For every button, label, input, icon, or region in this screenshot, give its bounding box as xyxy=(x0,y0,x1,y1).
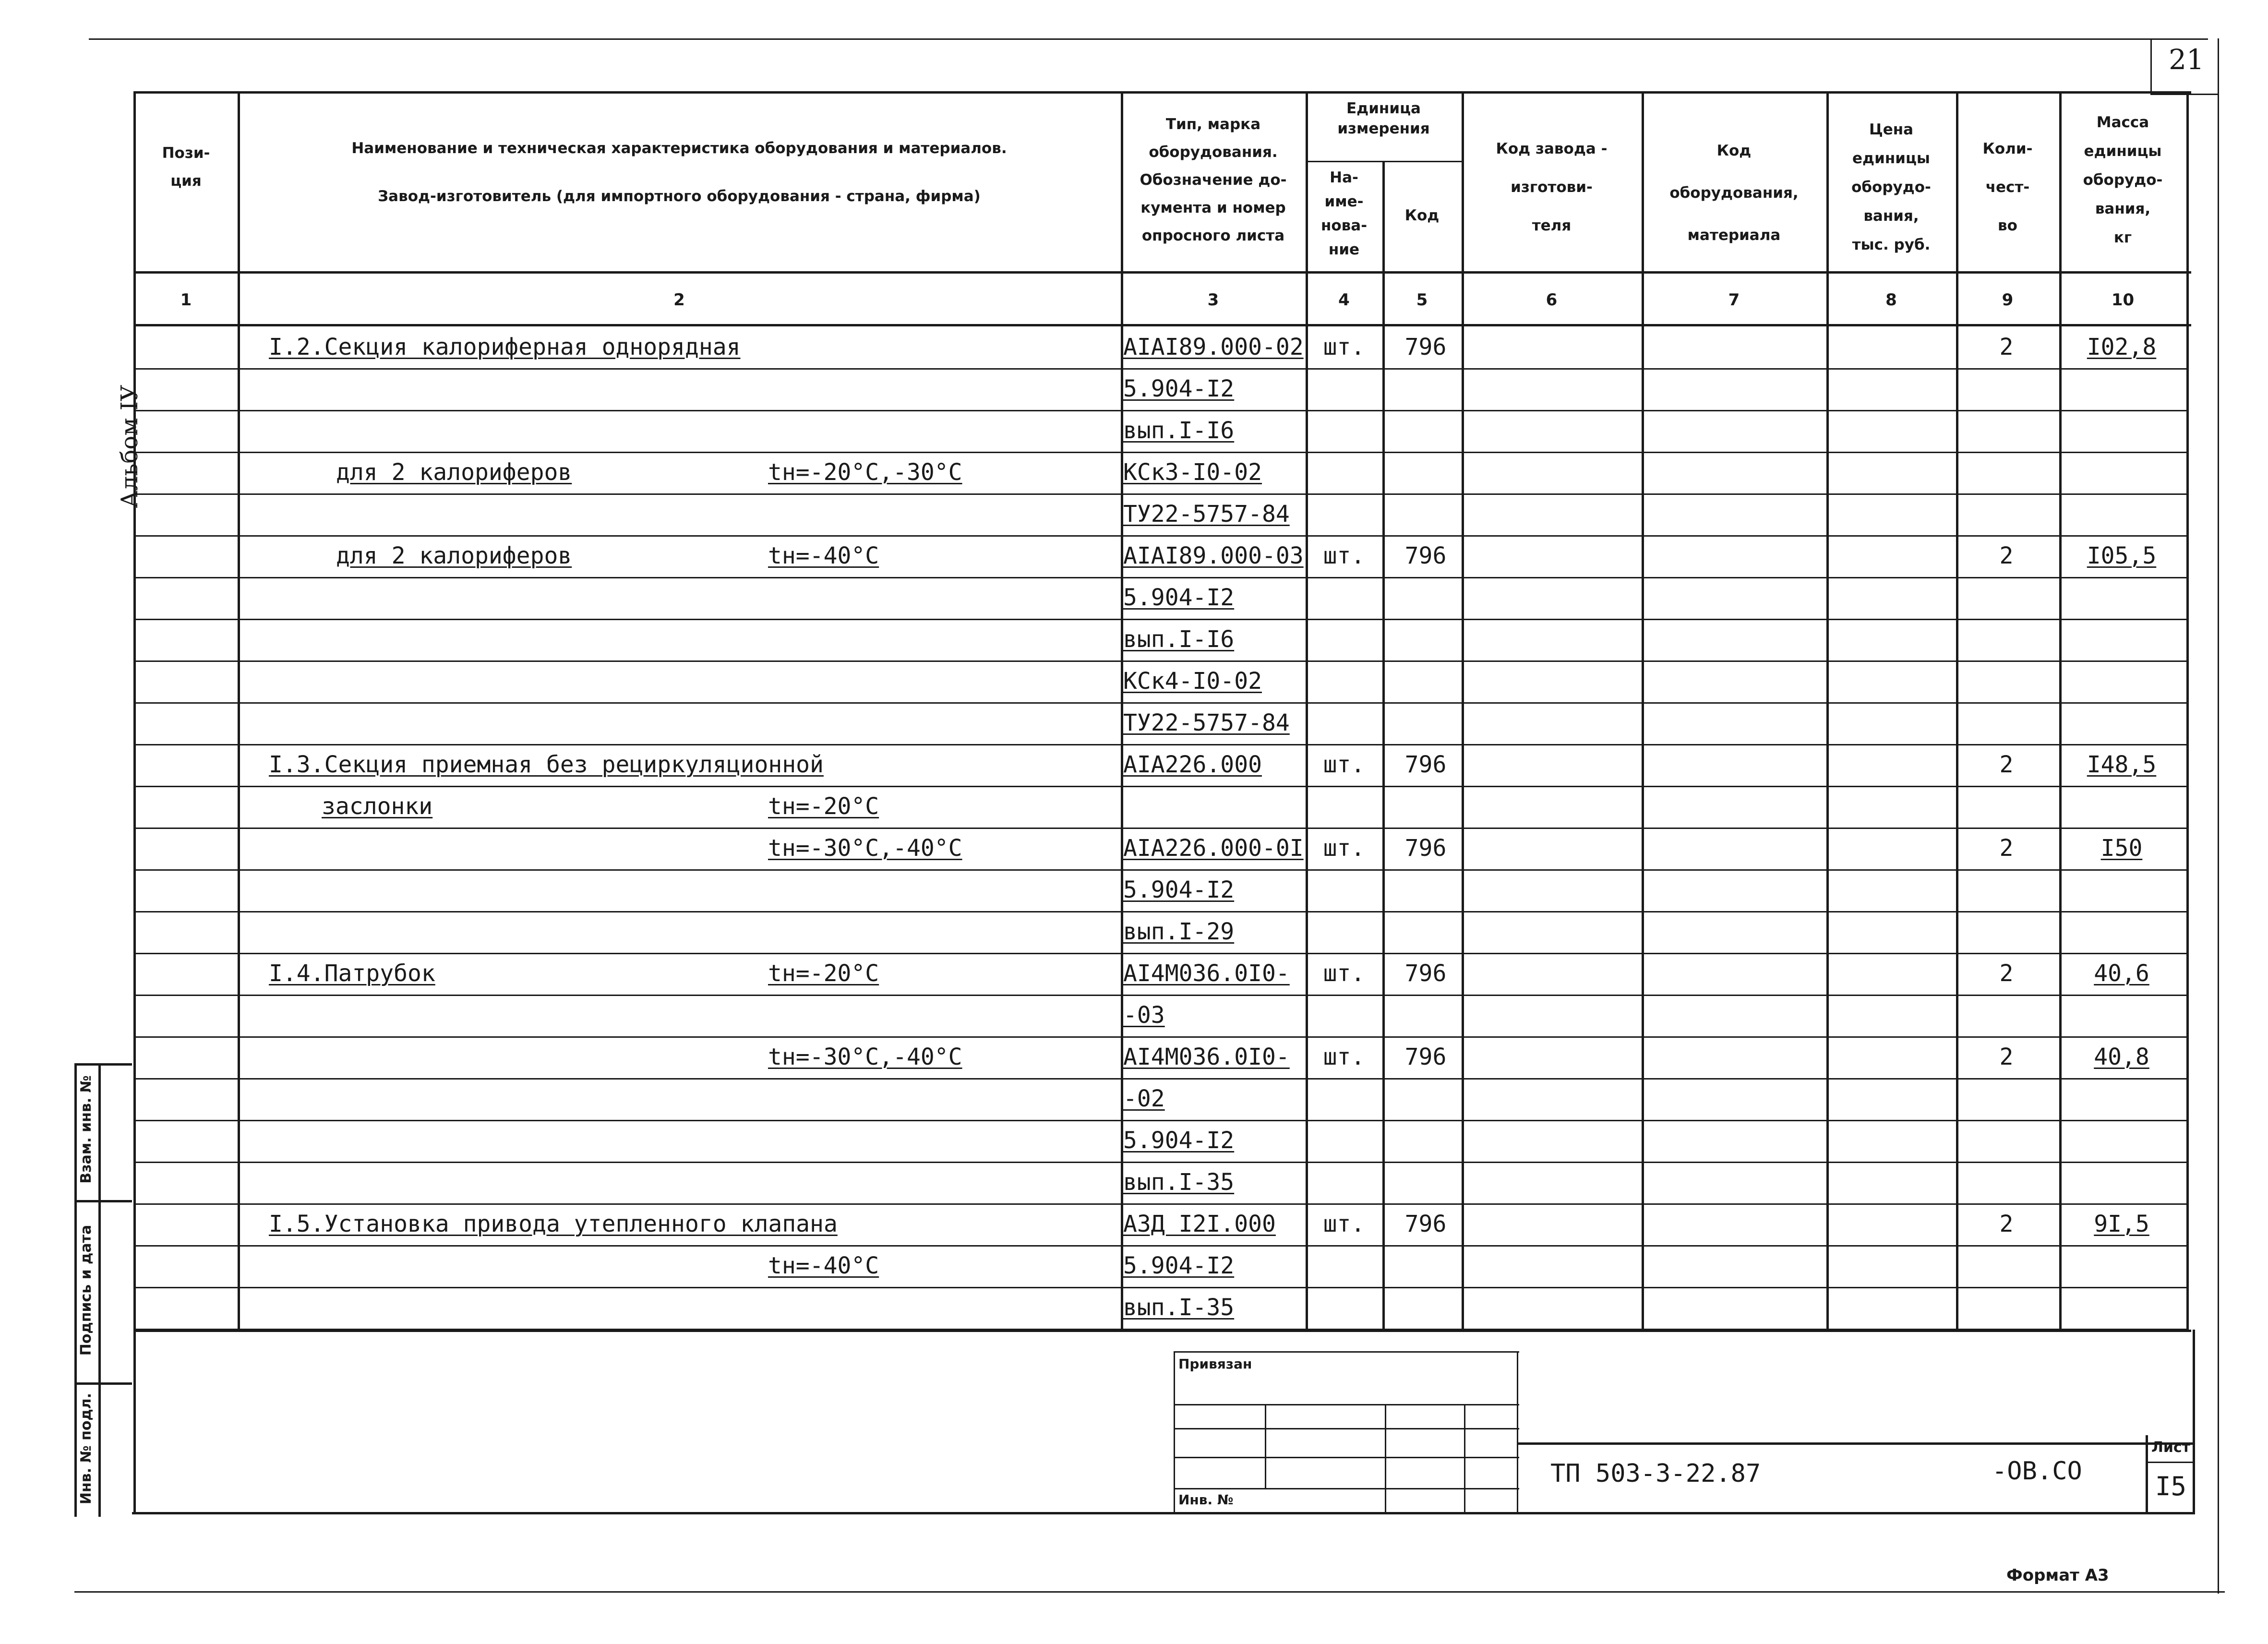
row-mass: I05,5 xyxy=(2087,542,2157,569)
col-number: 7 xyxy=(1728,290,1740,310)
row-code: 796 xyxy=(1404,334,1447,360)
row-unit: шт. xyxy=(1323,960,1365,987)
header-quantity: Коли- чест- во xyxy=(1982,140,2033,234)
tb-v1 xyxy=(1174,1351,1175,1514)
col-number: 4 xyxy=(1338,290,1350,310)
row-temp: tн=-20°С,-30°С xyxy=(768,459,962,486)
bottom-border xyxy=(74,1591,2225,1593)
tb-v5 xyxy=(1517,1351,1518,1514)
row-name: для 2 калориферов xyxy=(336,459,572,486)
row-type: -03 xyxy=(1123,1002,1165,1029)
tb-v2 xyxy=(1265,1404,1266,1488)
corner-box-bottom xyxy=(2150,94,2218,95)
row-qty: 2 xyxy=(1999,751,2014,778)
row-type: вып.I-I6 xyxy=(1123,417,1235,444)
row-mass: I48,5 xyxy=(2087,751,2157,778)
col-edge-4 xyxy=(1382,161,1385,1332)
row-type: AIAI89.000-02 xyxy=(1123,334,1304,360)
row-type: 5.904-I2 xyxy=(1123,1127,1235,1154)
stamp-podpis-data: Подпись и дата xyxy=(78,1224,95,1356)
row-type: АЗД I2I.000 xyxy=(1123,1211,1276,1237)
header-unit-code: Код xyxy=(1404,207,1440,224)
row-qty: 2 xyxy=(1999,334,2014,360)
row-temp: tн=-30°С,-40°С xyxy=(768,835,962,862)
tb-line-d xyxy=(1174,1488,1519,1489)
row-type: AIA226.000-0I xyxy=(1123,835,1304,862)
top-border xyxy=(89,38,2208,40)
col-number: 1 xyxy=(180,290,192,310)
tb-top xyxy=(1174,1351,1519,1353)
header-type: Тип, марка оборудования. Обозначение до- кумента и номер опросного листа xyxy=(1140,116,1287,244)
row-mass: I02,8 xyxy=(2087,334,2157,360)
row-type: 5.904-I2 xyxy=(1123,876,1235,903)
stamp-line-1 xyxy=(74,1200,132,1202)
row-unit: шт. xyxy=(1323,334,1365,360)
stamp-mid-line xyxy=(98,1063,101,1517)
table-top xyxy=(134,91,2191,94)
tb-line-b xyxy=(1174,1428,1519,1429)
row-qty: 2 xyxy=(1999,960,2014,987)
row-separator xyxy=(134,1329,2189,1330)
document-code: ТП 503-3-22.87 xyxy=(1550,1459,1761,1488)
row-type: 5.904-I2 xyxy=(1123,1252,1235,1279)
row-qty: 2 xyxy=(1999,835,2014,862)
row-mass: 40,6 xyxy=(2094,960,2149,987)
header-plant-code: Код завода - изготови- теля xyxy=(1496,140,1608,234)
stamp-inv-podl: Инв. № подл. xyxy=(78,1392,95,1505)
row-type: AI4M036.0I0- xyxy=(1123,1044,1290,1070)
header-name-line1: Наименование и техническая характеристика оборудования и материалов. xyxy=(351,140,1007,157)
row-unit: шт. xyxy=(1323,835,1365,862)
row-type: КСк3-I0-02 xyxy=(1123,459,1262,486)
row-code: 796 xyxy=(1404,751,1447,778)
row-unit: шт. xyxy=(1323,751,1365,778)
row-separator xyxy=(134,786,2189,787)
row-type: вып.I-35 xyxy=(1123,1169,1235,1196)
row-qty: 2 xyxy=(1999,1044,2014,1070)
header-position: Пози- ция xyxy=(162,144,210,190)
format-label: Формат А3 xyxy=(2006,1566,2109,1585)
row-type: вып.I-35 xyxy=(1123,1294,1235,1321)
sheet-label: Лист xyxy=(2151,1439,2191,1456)
col-number: 5 xyxy=(1416,290,1428,310)
corner-box-left xyxy=(2150,38,2152,94)
header-mass: Масса единицы оборудо- вания, кг xyxy=(2083,114,2163,246)
row-type: 5.904-I2 xyxy=(1123,375,1235,402)
unit-group-divider xyxy=(1306,161,1462,162)
row-code: 796 xyxy=(1404,1211,1447,1237)
row-code: 796 xyxy=(1404,542,1447,569)
row-mass: I50 xyxy=(2100,835,2143,862)
row-unit: шт. xyxy=(1323,1211,1365,1237)
tb-sheet-box-mid xyxy=(2146,1462,2194,1463)
row-name: I.4.Патрубок xyxy=(269,960,435,987)
row-temp: tн=-20°С xyxy=(768,793,879,820)
row-type: AIA226.000 xyxy=(1123,751,1262,778)
col-number: 3 xyxy=(1207,290,1219,310)
sheet-number: I5 xyxy=(2155,1471,2187,1501)
row-name: I.2.Секция калориферная однорядная xyxy=(269,334,741,360)
col-number: 6 xyxy=(1546,290,1558,310)
row-type: AI4M036.0I0- xyxy=(1123,960,1290,987)
sheet-corner-number: 21 xyxy=(2169,43,2204,76)
tb-v3 xyxy=(1385,1404,1386,1514)
row-type: вып.I-I6 xyxy=(1123,626,1235,653)
row-type: ТУ22-5757-84 xyxy=(1123,501,1290,528)
row-type: 5.904-I2 xyxy=(1123,584,1235,611)
row-type: КСк4-I0-02 xyxy=(1123,668,1262,695)
row-qty: 2 xyxy=(1999,542,2014,569)
row-temp: tн=-20°С xyxy=(768,960,879,987)
row-name: заслонки xyxy=(322,793,433,820)
tb-v4 xyxy=(1464,1404,1465,1514)
album-label: Альбом IУ xyxy=(116,384,143,508)
tb-main-top xyxy=(1517,1442,2194,1445)
row-unit: шт. xyxy=(1323,542,1365,569)
col-number: 10 xyxy=(2111,290,2135,310)
header-unit-group: Единица измерения xyxy=(1337,100,1430,137)
header-name-line2: Завод-изготовитель (для импортного оборудования - страна, фирма) xyxy=(378,188,981,205)
privyazan-label: Привязан xyxy=(1178,1356,1252,1372)
row-type: вып.I-29 xyxy=(1123,918,1235,945)
header-equipment-code: Код оборудования, материала xyxy=(1669,142,1799,244)
document-suffix: -ОВ.СО xyxy=(1992,1457,2082,1486)
col-number: 8 xyxy=(1885,290,1897,310)
row-name: I.5.Установка привода утепленного клапана xyxy=(269,1211,838,1237)
header-unit-name: На- име- нова- ние xyxy=(1320,169,1368,258)
row-mass: 9I,5 xyxy=(2094,1211,2149,1237)
tb-line-c xyxy=(1174,1457,1519,1458)
row-type: -02 xyxy=(1123,1085,1165,1112)
row-name: I.3.Секция приемная без рециркуляционной xyxy=(269,751,824,778)
tb-line-a xyxy=(1174,1404,1519,1405)
row-unit: шт. xyxy=(1323,1044,1365,1070)
row-temp: tн=-30°С,-40°С xyxy=(768,1044,962,1070)
row-mass: 40,8 xyxy=(2094,1044,2149,1070)
col-number: 9 xyxy=(2002,290,2014,310)
row-code: 796 xyxy=(1404,960,1447,987)
row-name: для 2 калориферов xyxy=(336,542,572,569)
col-number: 2 xyxy=(673,290,685,310)
row-type: AIAI89.000-03 xyxy=(1123,542,1304,569)
frame-bottom xyxy=(132,1512,2194,1514)
stamp-vzam-inv: Взам. инв. № xyxy=(78,1075,95,1184)
header-price: Цена единицы оборудо- вания, тыс. руб. xyxy=(1851,121,1931,253)
row-temp: tн=-40°С xyxy=(768,542,879,569)
inv-no-label: Инв. № xyxy=(1178,1492,1234,1508)
row-temp: tн=-40°С xyxy=(768,1252,879,1279)
row-qty: 2 xyxy=(1999,1211,2014,1237)
right-border xyxy=(2218,38,2219,1594)
col-edge-10 xyxy=(2186,91,2189,1332)
row-code: 796 xyxy=(1404,1044,1447,1070)
row-type: ТУ22-5757-84 xyxy=(1123,709,1290,736)
row-code: 796 xyxy=(1404,835,1447,862)
